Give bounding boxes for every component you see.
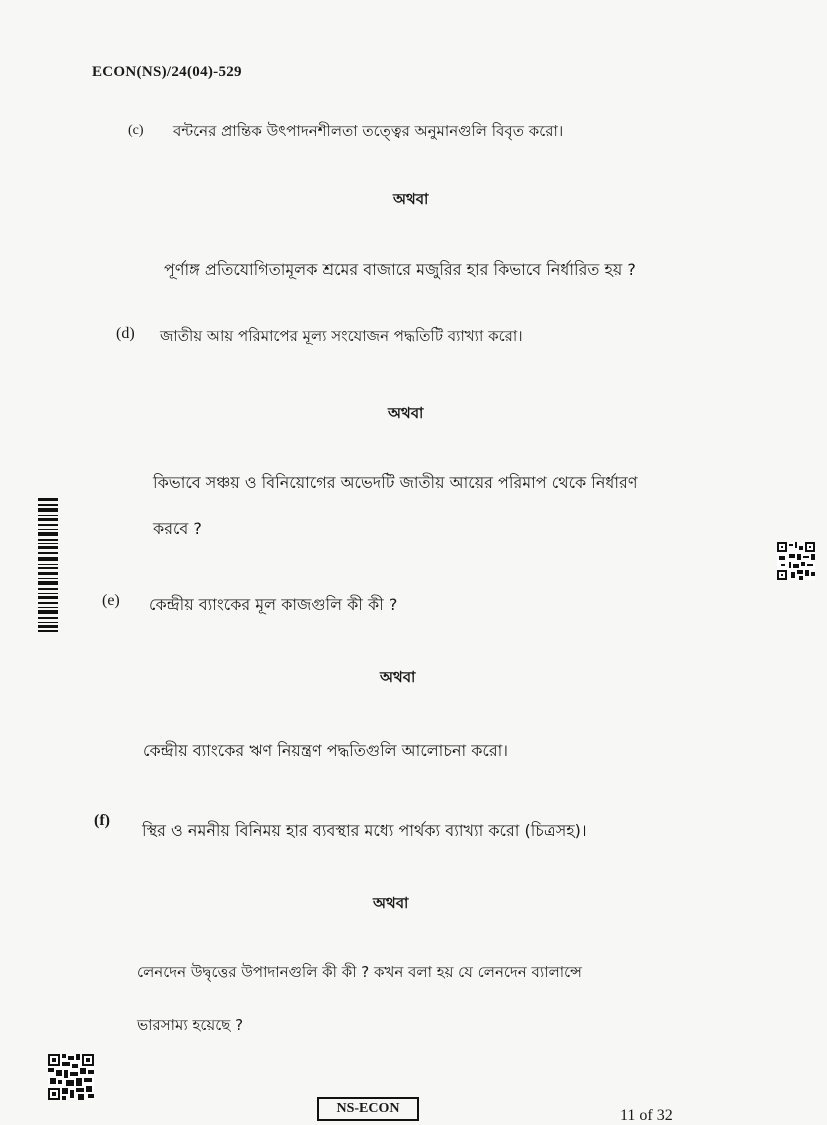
paper-code: ECON(NS)/24(04)-529 [92,64,242,80]
question-d-alt-text-line2: করবে ? [153,519,202,538]
question-f-alt-text-line1: লেনদেন উদ্বৃত্তের উপাদানগুলি কী কী ? কখন বলা হয় যে লেনদেন ব্যালান্সে [137,963,582,981]
question-label-d: (d) [116,325,135,342]
question-e-alt-text: কেন্দ্রীয় ব্যাংকের ঋণ নিয়ন্ত্রণ পদ্ধতিগুলি আলোচনা করো। [143,741,509,760]
qr-code-icon [777,542,815,580]
series-code-box: NS-ECON [317,1097,419,1121]
page-number: 11 of 32 [620,1107,673,1124]
or-label-f: অথবা [373,894,409,912]
question-e-text: কেন্দ্রীয় ব্যাংকের মূল কাজগুলি কী কী ? [149,595,398,614]
question-d-alt-text-line1: কিভাবে সঞ্চয় ও বিনিয়োগের অভেদটি জাতীয় আয়ের পরিমাপ থেকে নির্ধারণ [153,473,638,492]
question-c-text: বন্টনের প্রান্তিক উৎপাদনশীলতা তত্ত্বের অনুমানগুলি বিবৃত করো। [173,122,564,140]
or-label-d: অথবা [388,404,424,422]
question-c-alt-text: পূর্ণাঙ্গ প্রতিযোগিতামূলক শ্রমের বাজারে মজুরির হার কিভাবে নির্ধারিত হয় ? [164,260,636,279]
question-label-f: (f) [94,812,110,829]
question-f-alt-text-line2: ভারসাম্য হয়েছে ? [137,1016,244,1034]
question-d-text: জাতীয় আয় পরিমাপের মূল্য সংযোজন পদ্ধতিটি ব্যাখ্যা করো। [160,327,523,345]
question-f-text: স্থির ও নমনীয় বিনিময় হার ব্যবস্থার মধ্যে পার্থক্য ব্যাখ্যা করো (চিত্রসহ)। [142,821,587,840]
question-label-e: (e) [102,592,120,609]
barcode-icon [38,498,58,632]
qr-code-bottom-icon [48,1054,94,1100]
or-label-e: অথবা [380,668,416,686]
question-label-c: (c) [128,123,144,138]
or-label-c: অথবা [393,190,429,208]
